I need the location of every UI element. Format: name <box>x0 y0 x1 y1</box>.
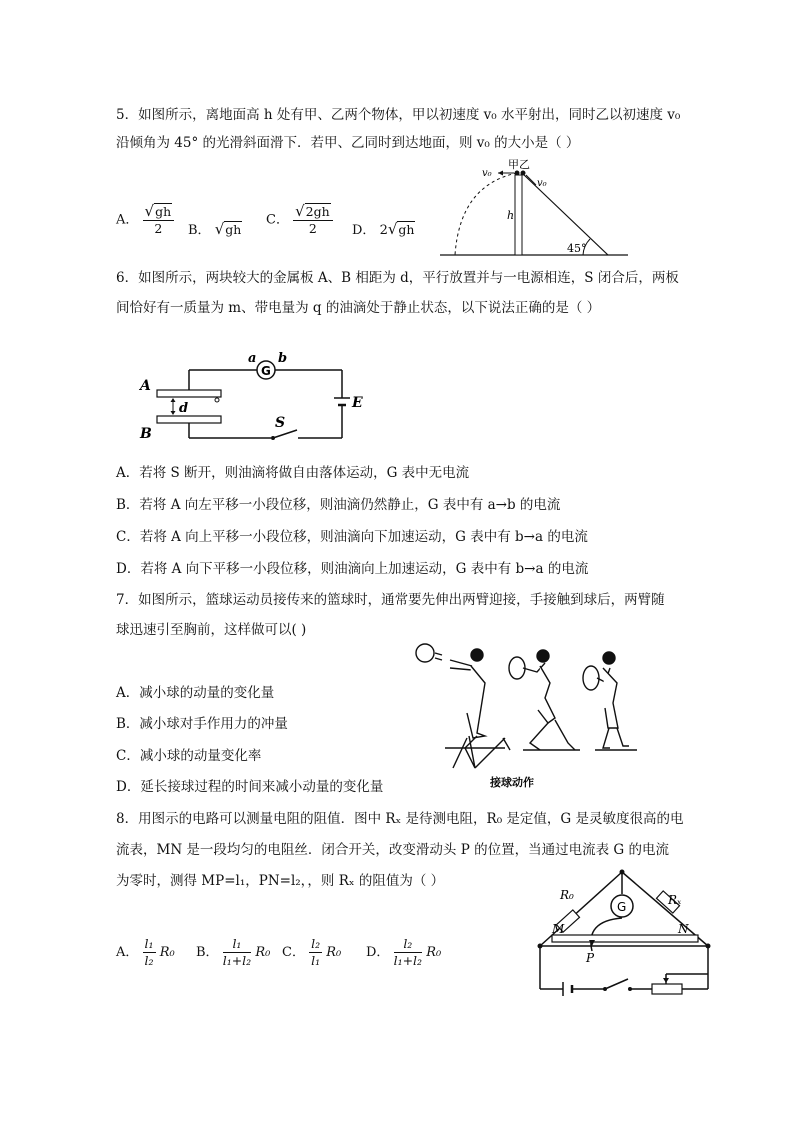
q5-option-c-label: C． <box>266 212 289 228</box>
q5-option-d[interactable]: D． 2√gh <box>352 220 415 238</box>
q5-label-v0-left: v₀ <box>482 168 492 179</box>
q5-option-a[interactable] <box>116 203 174 237</box>
q8-option-b[interactable]: B． $\frac{\text{l₁}}{\text{l₁+l₂}}$ R₀ <box>196 936 271 968</box>
q8-text-line1: 8．用图示的电路可以测量电阻的阻值．图中 Rₓ 是待测电阻，R₀ 是定值，G 是灵敏度很高的电 <box>116 811 684 827</box>
q8-label-m: M <box>552 922 565 936</box>
q6-text-line1: 6．如图所示，两块较大的金属板 A、B 相距为 d，平行放置并与一电源相连，S 闭合后，两板 <box>116 270 679 286</box>
q5-projectile-figure <box>440 155 630 259</box>
q6-label-E: E <box>352 395 363 411</box>
q7-option-d[interactable]: D．延长接球过程的时间来减小动量的变化量 <box>116 779 384 795</box>
q6-capacitor-circuit <box>135 350 375 455</box>
q5-option-b[interactable]: B． √gh <box>188 220 242 238</box>
q6-label-B: B <box>140 426 152 442</box>
q6-option-c[interactable]: C．若将 A 向上平移一小段位移，则油滴向下加速运动，G 表中有 b→a 的电流 <box>116 529 588 545</box>
q5-option-a-label: A． <box>116 212 139 228</box>
q8-label-n: N <box>678 922 689 936</box>
q6-option-b[interactable]: B．若将 A 向左平移一小段位移，则油滴仍然静止，G 表中有 a→b 的电流 <box>116 497 561 513</box>
q8-label-p: P <box>586 951 595 965</box>
q6-label-d: d <box>179 401 189 416</box>
q8-option-a[interactable]: A． $\frac{\text{l₁}}{\text{l₂}}$ R₀ <box>116 936 175 968</box>
q8-label-r0: R₀ <box>560 888 574 902</box>
q5-text-line1: 5．如图所示，离地面高 h 处有甲、乙两个物体，甲以初速度 v₀ 水平射出，同时乙以初速度 v₀ <box>116 107 681 123</box>
q5-option-a-fraction: $\frac{√gh}{2}$ <box>143 203 175 237</box>
q5-label-h: h <box>507 209 515 222</box>
q8-label-g: G <box>617 900 627 914</box>
q7-option-b[interactable]: B．减小球对手作用力的冲量 <box>116 716 288 732</box>
q7-option-c[interactable]: C．减小球的动量变化率 <box>116 748 262 764</box>
q6-text-line2: 间恰好有一质量为 m、带电量为 q 的油滴处于静止状态，以下说法正确的是（ ） <box>116 300 601 316</box>
q5-option-c-fraction: $\frac{√2gh}{2}$ <box>293 203 333 237</box>
q5-option-b-label: B． <box>188 223 211 238</box>
q7-text-line2: 球迅速引至胸前，这样做可以( ) <box>116 622 307 638</box>
q7-text-line1: 7．如图所示，篮球运动员接传来的篮球时，通常要先伸出两臂迎接，手接触到球后，两臂随 <box>116 592 665 608</box>
q5-label-angle: 45° <box>567 242 587 255</box>
q8-option-a-fraction: $\frac{\text{l₁}}{\text{l₂}}$ <box>144 936 154 968</box>
q5-label-v0-right: v₀ <box>537 178 547 189</box>
q8-option-c[interactable]: C． $\frac{\text{l₂}}{\text{l₁}}$ R₀ <box>282 936 342 968</box>
q7-figure-caption: 接球动作 <box>490 776 534 789</box>
q8-text-line3: 为零时，测得 MP=l₁，PN=l₂，，则 Rₓ 的阻值为（ ） <box>116 873 445 889</box>
q6-label-b: b <box>278 351 288 366</box>
q6-option-d[interactable]: D．若将 A 向下平移一小段位移，则油滴向上加速运动，G 表中有 b→a 的电流 <box>116 561 589 577</box>
q5-text-line2: 沿倾角为 45° 的光滑斜面滑下．若甲、乙同时到达地面，则 v₀ 的大小是（ ） <box>116 135 580 151</box>
q6-label-a: a <box>248 351 257 366</box>
q7-catching-ball-figure <box>405 638 645 798</box>
q5-option-d-label: D． <box>352 223 376 238</box>
q5-option-b-value: gh <box>225 222 242 237</box>
q5-label-jia-yi: 甲乙 <box>508 158 530 171</box>
q8-option-c-fraction: $\frac{\text{l₂}}{\text{l₁}}$ <box>311 936 321 968</box>
q6-option-a[interactable]: A．若将 S 断开，则油滴将做自由落体运动，G 表中无电流 <box>116 465 470 481</box>
q7-option-a[interactable]: A．减小球的动量的变化量 <box>116 685 275 701</box>
q8-text-line2: 流表，MN 是一段均匀的电阻丝．闭合开关，改变滑动头 P 的位置，当通过电流表 G 的电流 <box>116 842 669 858</box>
q8-option-d-fraction: $\frac{\text{l₂}}{\text{l₁+l₂}}$ <box>393 936 423 968</box>
q6-label-A: A <box>140 378 151 394</box>
q8-option-d[interactable]: D． $\frac{\text{l₂}}{\text{l₁+l₂}}$ R₀ <box>366 936 442 968</box>
q5-option-c[interactable] <box>266 203 333 237</box>
q6-label-S: S <box>275 415 286 431</box>
q5-option-d-value: gh <box>398 222 415 237</box>
q8-label-rx: Rₓ <box>668 893 682 907</box>
q8-bridge-circuit <box>530 866 720 996</box>
q6-label-g: G <box>261 364 271 378</box>
q8-option-b-fraction: $\frac{\text{l₁}}{\text{l₁+l₂}}$ <box>222 936 252 968</box>
